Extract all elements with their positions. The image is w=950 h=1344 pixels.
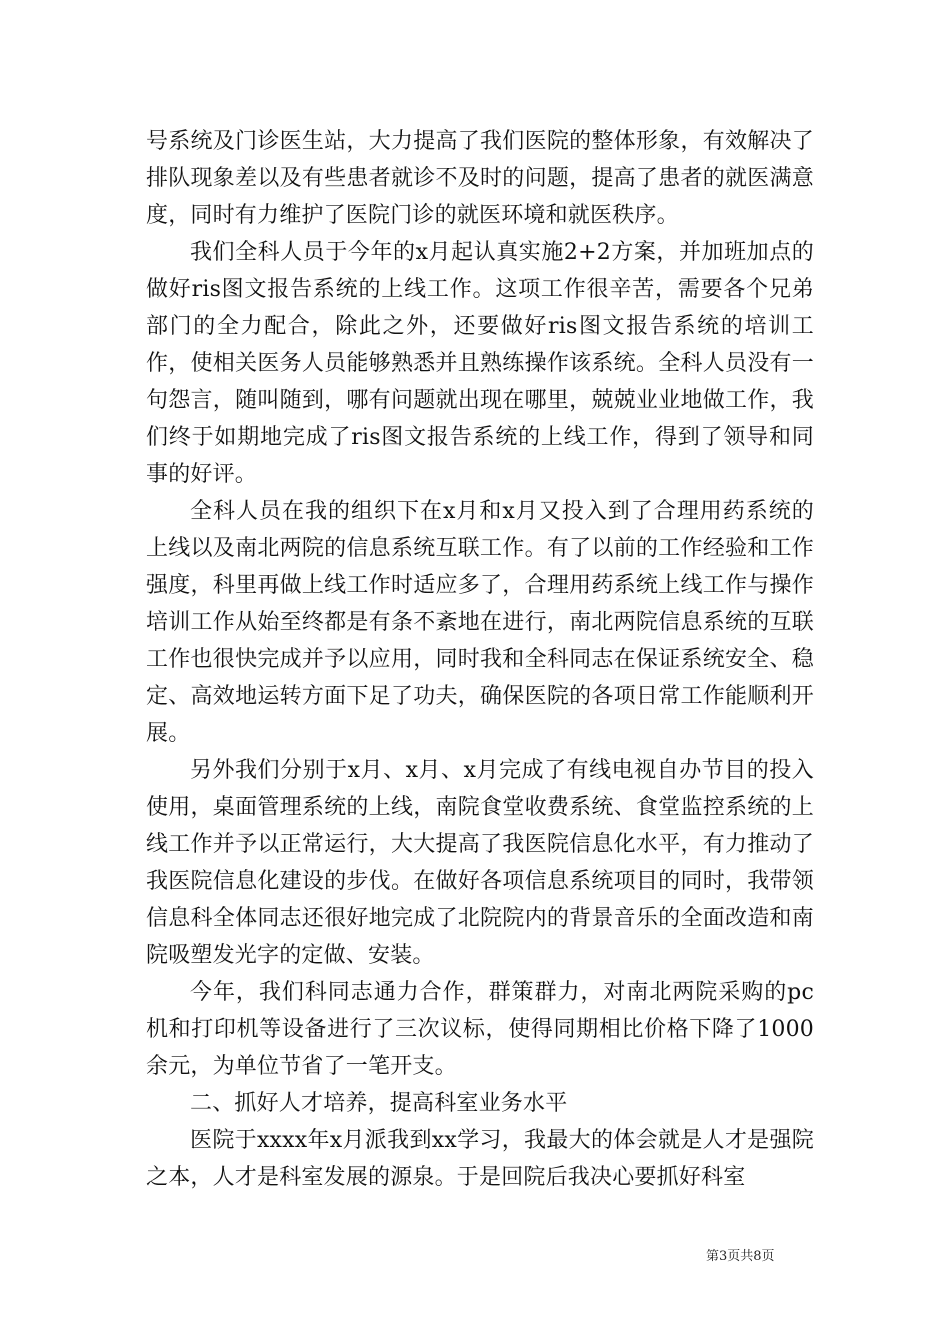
paragraph-ris-system: 我们全科人员于今年的x月起认真实施2+2方案，并加班加点的做好ris图文报告系统的上线工作。这项工作很辛苦，需要各个兄弟部门的全力配合，除此之外，还要做好ris图文报告系统的培训工作，使相关医务人员能够熟悉并且熟练操作该系统。全科人员没有一句怨言，随叫随到，哪有问题就出现在哪里，兢兢业业地做工作，我们终于如期地完成了ris图文报告系统的上线工作，得到了领导和同事的好评。 [146, 240, 814, 487]
section-heading: 二、抓好人才培养，提高科室业务水平 [190, 1091, 568, 1116]
paragraph-continued: 号系统及门诊医生站，大力提高了我们医院的整体形象，有效解决了排队现象差以及有些患者就诊不及时的问题，提高了患者的就医满意度，同时有力维护了医院门诊的就医环境和就医秩序。 [146, 129, 814, 228]
document-body [146, 123, 814, 1196]
paragraph-other-systems: 另外我们分别于x月、x月、x月完成了有线电视自办节目的投入使用，桌面管理系统的上线，南院食堂收费系统、食堂监控系统的上线工作并予以正常运行，大大提高了我医院信息化水平，有力推动了我医院信息化建设的步伐。在做好各项信息系统项目的同时，我带领信息科全体同志还很好地完成了北院院内的背景音乐的全面改造和南院吸塑发光字的定做、安装。 [146, 758, 814, 968]
page-number-footer: 第3页共8页 [706, 1249, 775, 1264]
paragraph-talent-training: 医院于xxxx年x月派我到xx学习，我最大的体会就是人才是强院之本，人才是科室发展的源泉。于是回院后我决心要抓好科室 [146, 1128, 814, 1190]
paragraph-medication-system: 全科人员在我的组织下在x月和x月又投入到了合理用药系统的上线以及南北两院的信息系统互联工作。有了以前的工作经验和工作强度，科里再做上线工作时适应多了，合理用药系统上线工作与操作培训工作从始至终都是有条不紊地在进行，南北两院信息系统的互联工作也很快完成并予以应用，同时我和全科同志在保证系统安全、稳定、高效地运转方面下足了功夫，确保医院的各项日常工作能顺利开展。 [146, 499, 814, 746]
paragraph-procurement: 今年，我们科同志通力合作，群策群力，对南北两院采购的pc机和打印机等设备进行了三次议标，使得同期相比价格下降了1000余元，为单位节省了一笔开支。 [146, 980, 814, 1079]
